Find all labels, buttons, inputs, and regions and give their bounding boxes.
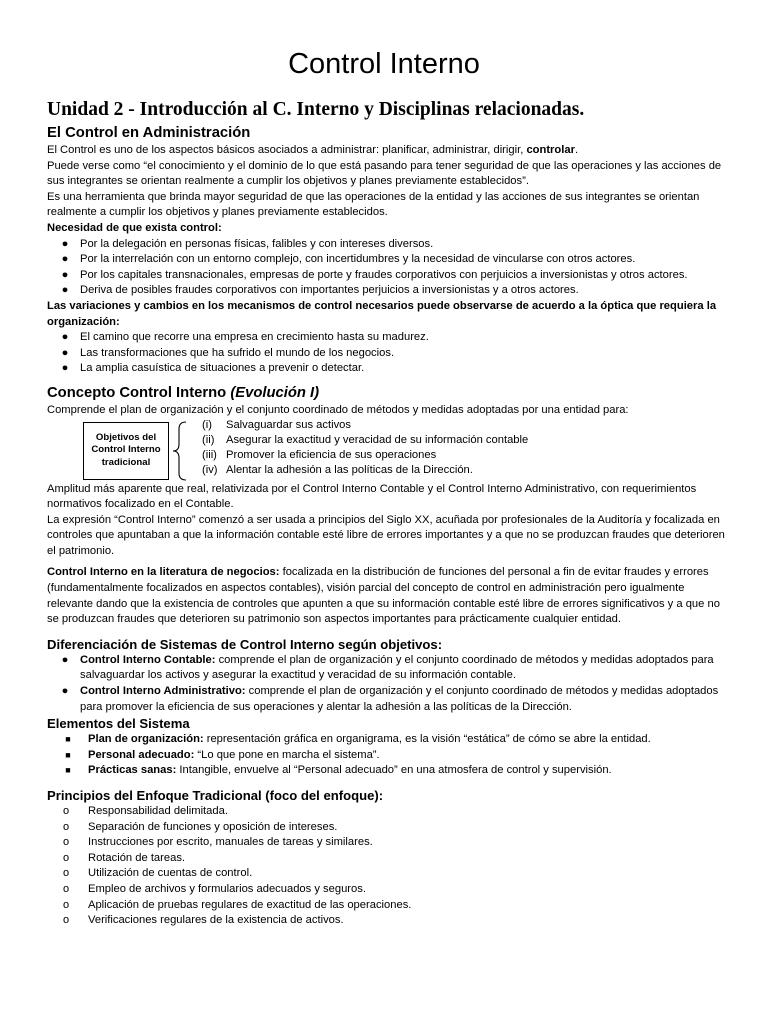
list-item-bold: Control Interno Contable:: [80, 653, 216, 666]
list-item: [47, 913, 727, 929]
list-item-text: Aplicación de pruebas regulares de exactitud de las operaciones.: [88, 898, 412, 911]
bullet-icon: ●: [61, 284, 69, 297]
list-item-text: Responsabilidad delimitada.: [88, 805, 228, 817]
objetivo-num: (ii): [202, 433, 215, 446]
list-item-bold: Prácticas sanas:: [88, 764, 177, 777]
list-item: [47, 898, 727, 914]
list-item: [47, 252, 727, 268]
circle-bullet-icon: o: [62, 820, 70, 833]
paragraph-end: .: [574, 144, 579, 156]
list-item: [47, 748, 727, 764]
list-item-text: Instrucciones por escrito, manuales de tareas y similares.: [88, 836, 373, 849]
list-item: [47, 882, 727, 898]
list-item-bold: Personal adecuado:: [88, 748, 195, 761]
objetivo-num: (i): [202, 418, 212, 431]
heading-main: Concepto Control Interno: [47, 384, 231, 401]
paragraph-literatura: [47, 565, 727, 627]
paragraph-comprende: Comprende el plan de organización y el conjunto coordinado de métodos y medidas adoptadas por una entidad para:: [47, 403, 629, 416]
circle-bullet-icon: o: [62, 914, 70, 927]
section-heading-control-administracion: El Control en Administración: [47, 125, 251, 141]
bullet-icon: ●: [61, 685, 69, 698]
list-item: [47, 330, 727, 346]
list-item-text: El camino que recorre una empresa en crecimiento hasta su madurez.: [80, 331, 429, 344]
bullet-icon: ●: [61, 237, 69, 250]
objetivo-item: [202, 463, 722, 478]
list-item-bold: Control Interno Administrativo:: [80, 685, 246, 698]
objetivo-item: [202, 418, 722, 433]
list-item-text: Por los capitales transnacionales, empresas de porte y fraudes corporativos con perjuicios a inversionistas y otros actores.: [80, 268, 688, 281]
list-item-text: Por la delegación en personas físicas, falibles y con intereses diversos.: [80, 237, 434, 250]
section-heading-elementos: Elementos del Sistema: [47, 716, 190, 732]
list-item: [47, 653, 727, 684]
document-title: Control Interno: [288, 48, 480, 80]
paragraph-herramienta: Es una herramienta que brinda mayor seguridad de que las operaciones de la entidad y las acciones de sus integrantes se orientan realmente a cumplir los objetivos y planes previamente establecidos.: [47, 190, 700, 219]
list-item: [47, 283, 727, 299]
list-item-text: Empleo de archivos y formularios adecuados y seguros.: [88, 882, 366, 895]
curly-brace-icon: [171, 420, 193, 482]
objetivo-text: Salvaguardar sus activos: [226, 418, 351, 431]
list-item: [47, 835, 727, 851]
principios-list: [47, 804, 727, 929]
bullet-icon: ●: [61, 268, 69, 281]
paragraph-amplitud: Amplitud más aparente que real, relativizada por el Control Interno Contable y el Control Interno Administrativo, con requerimientos normativos focalizado en el Contable.: [47, 482, 697, 511]
list-item-text: Por la interrelación con un entorno complejo, con incertidumbres y la necesidad de vincularse con otros actores.: [80, 253, 636, 266]
square-bullet-icon: ■: [65, 734, 71, 745]
circle-bullet-icon: o: [62, 836, 70, 849]
section-heading-concepto-control: [47, 384, 727, 403]
list-item-bold: Plan de organización:: [88, 733, 204, 746]
list-item: [47, 361, 727, 377]
list-item-text: Intangible, envuelve al “Personal adecuado” en una atmosfera de control y supervisión.: [176, 764, 612, 777]
paragraph-control-basico: [47, 143, 727, 159]
section-heading-principios: Principios del Enfoque Tradicional (foco del enfoque):: [47, 788, 384, 803]
circle-bullet-icon: o: [62, 867, 70, 880]
unit-title: Unidad 2 - Introducción al C. Interno y Disciplinas relacionadas.: [47, 99, 585, 120]
list-item-text: Separación de funciones y oposición de intereses.: [88, 820, 338, 833]
diferenciacion-list: [47, 653, 727, 715]
square-bullet-icon: ■: [65, 749, 71, 760]
list-item: [47, 268, 727, 284]
objetivos-diagram: [47, 420, 727, 482]
objetivos-box: [83, 422, 169, 480]
literatura-text: focalizada en la distribución de funciones del personal a fin de evitar fraudes y errores (fundamentalmente focalizados en aspectos contables), visión parcial del concepto de control en administración pero igualmente relevante dando que la existencia de controles que apunten a que su información contable esté libre de errores significativos y a que no se produzcan fraudes que deterioren su patrimonio son aspectos importantes para prácticamente cualquier entidad.: [47, 566, 720, 626]
list-item: [47, 866, 727, 882]
objetivo-text: Promover la eficiencia de sus operaciones: [226, 448, 437, 461]
bold-controlar: controlar: [526, 144, 575, 156]
objetivos-box-label: Objetivos del Control Interno tradicional: [91, 431, 161, 468]
bullet-icon: ●: [61, 253, 69, 266]
bullet-icon: ●: [61, 653, 69, 666]
list-item-text: representación gráfica en organigrama, es la visión “estática” de cómo se abre la entidad.: [203, 733, 651, 746]
circle-bullet-icon: o: [62, 805, 70, 817]
paragraph-text: El Control es uno de los aspectos básicos asociados a administrar: planificar, administrar, dirigir,: [47, 144, 527, 156]
variaciones-label: Las variaciones y cambios en los mecanismos de control necesarios puede observarse de acuerdo a la óptica que requiera la organización:: [47, 299, 717, 328]
list-item: [47, 763, 727, 779]
circle-bullet-icon: o: [62, 898, 70, 911]
objetivo-item: [202, 433, 722, 448]
list-item: [47, 732, 727, 748]
objetivo-item: [202, 448, 722, 463]
necesidad-label: Necesidad de que exista control:: [47, 221, 222, 234]
objetivo-num: (iii): [202, 448, 217, 461]
square-bullet-icon: ■: [65, 765, 71, 776]
circle-bullet-icon: o: [62, 882, 70, 895]
objetivos-list: [202, 418, 722, 479]
list-item-text: Utilización de cuentas de control.: [88, 867, 253, 880]
elementos-list: [47, 732, 727, 779]
objetivo-text: Alentar la adhesión a las políticas de la Dirección.: [226, 464, 473, 477]
list-item-text: Las transformaciones que ha sufrido el mundo de los negocios.: [80, 346, 395, 359]
paragraph-expresion: La expresión “Control Interno” comenzó a ser usada a principios del Siglo XX, acuñada por profesionales de la Auditoría y focalizada en controles que apuntaban a que la información contable esté libre de errores importantes y a que no se produzcan fraudes que deterioren el patrimonio.: [47, 513, 725, 557]
objetivo-text: Asegurar la exactitud y veracidad de su información contable: [226, 433, 529, 446]
list-item: [47, 851, 727, 867]
list-item-text: comprende el plan de organización y el conjunto coordinado de métodos y medidas adoptados para salvaguardar los activos y asegurar la exactitud y veracidad de su información contable.: [80, 653, 714, 682]
literatura-bold: Control Interno en la literatura de negocios:: [47, 566, 280, 579]
list-item: [47, 820, 727, 836]
circle-bullet-icon: o: [62, 851, 70, 864]
objetivo-num: (iv): [202, 464, 218, 477]
list-item: [47, 237, 727, 253]
necesidad-list: [47, 237, 727, 299]
list-item-text: Verificaciones regulares de la existencia de activos.: [88, 914, 344, 927]
list-item-text: Rotación de tareas.: [88, 851, 186, 864]
document-body: [47, 124, 727, 929]
bullet-icon: ●: [61, 331, 69, 344]
paragraph-definicion: Puede verse como “el conocimiento y el dominio de lo que está pasando para tener seguridad de que las operaciones y las acciones de sus integrantes se orientan realmente a cumplir los objetivos y planes previamente establecidos”.: [47, 159, 722, 188]
variaciones-list: [47, 330, 727, 377]
section-heading-diferenciacion: Diferenciación de Sistemas de Control Interno según objetivos:: [47, 636, 443, 652]
list-item-text: comprende el plan de organización y el conjunto coordinado de métodos y medidas adoptados para promover la eficiencia de sus operaciones y alentar la adhesión a las políticas de la Dirección.: [80, 685, 719, 713]
heading-italic: (Evolución I): [230, 384, 320, 401]
bullet-icon: ●: [61, 362, 69, 375]
list-item: [47, 684, 727, 715]
list-item: [47, 804, 727, 820]
list-item-text: Deriva de posibles fraudes corporativos con importantes perjuicios a inversionistas y a otros actores.: [80, 284, 579, 297]
list-item: [47, 346, 727, 362]
bullet-icon: ●: [61, 346, 69, 359]
list-item-text: La amplia casuística de situaciones a prevenir o detectar.: [80, 362, 365, 375]
list-item-text: “Lo que pone en marcha el sistema”.: [194, 748, 380, 761]
